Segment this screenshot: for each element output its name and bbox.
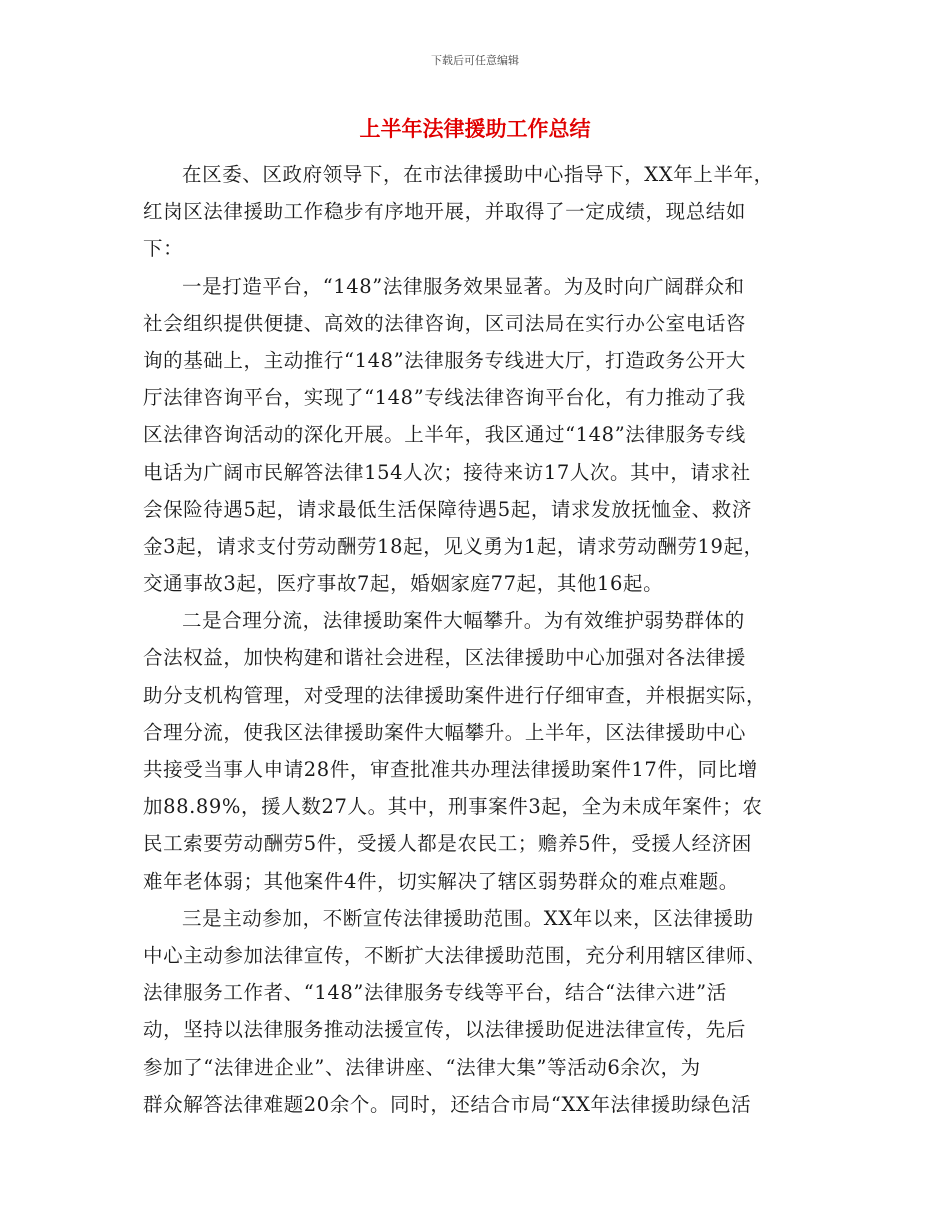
paragraph-4-line-4: 动，坚持以法律服务推动法援宣传，以法律援助促进法律宣传，先后	[143, 1018, 747, 1042]
paragraph-3-line-7: 民工索要劳动酬劳5件，受援人都是农民工；赡养5件，受援人经济困	[143, 832, 752, 856]
paragraph-2-line-5: 区法律咨询活动的深化开展。上半年，我区通过“148”法律服务专线	[143, 423, 746, 447]
paragraph-3-line-4: 合理分流，使我区法律援助案件大幅攀升。上半年，区法律援助中心	[143, 720, 747, 744]
paragraph-2-line-3: 询的基础上，主动推行“148”法律服务专线进大厅，打造政务公开大	[143, 348, 746, 372]
paragraph-4-line-5: 参加了“法律进企业”、法律讲座、“法律大集”等活动6余次，为	[143, 1055, 701, 1079]
page-header: 下载后可任意编辑	[431, 54, 519, 67]
paragraph-4-line-2: 中心主动参加法律宣传，不断扩大法律援助范围，充分利用辖区律师、	[143, 943, 767, 967]
paragraph-3-line-6: 加88.89%，援人数27人。其中，刑事案件3起，全为未成年案件；农	[143, 795, 763, 819]
paragraph-2-line-6: 电话为广阔市民解答法律154人次；接待来访17人次。其中，请求社	[143, 460, 751, 484]
paragraph-4-line-3: 法律服务工作者、“148”法律服务专线等平台，结合“法律六进”活	[143, 981, 727, 1005]
paragraph-2-line-2: 社会组织提供便捷、高效的法律咨询，区司法局在实行办公室电话咨	[143, 311, 747, 335]
paragraph-1-line-3: 下：	[143, 237, 184, 261]
paragraph-2-line-1: 一是打造平台，“148”法律服务效果显著。为及时向广阔群众和	[182, 274, 745, 298]
paragraph-3-line-3: 助分支机构管理，对受理的法律援助案件进行仔细审查，并根据实际，	[143, 683, 767, 707]
paragraph-4-line-1: 三是主动参加，不断宣传法律援助范围。XX年以来，区法律援助	[182, 906, 754, 930]
paragraph-3-line-1: 二是合理分流，法律援助案件大幅攀升。为有效维护弱势群体的	[182, 609, 745, 633]
paragraph-3-line-5: 共接受当事人申请28件，审查批准共办理法律援助案件17件，同比增	[143, 758, 758, 781]
paragraph-2-line-8: 金3起，请求支付劳动酬劳18起，见义勇为1起，请求劳动酬劳19起，	[143, 534, 764, 558]
paragraph-2-line-9: 交通事故3起，医疗事故7起，婚姻家庭77起，其他16起。	[143, 572, 664, 596]
document-title: 上半年法律援助工作总结	[359, 117, 591, 141]
paragraph-3-line-8: 难年老体弱；其他案件4件，切实解决了辖区弱势群众的难点难题。	[143, 869, 739, 893]
paragraph-1-line-2: 红岗区法律援助工作稳步有序地开展，并取得了一定成绩，现总结如	[143, 200, 747, 224]
paragraph-4-line-6: 群众解答法律难题20余个。同时，还结合市局“XX年法律援助绿色活	[143, 1092, 752, 1116]
paragraph-2-line-4: 厅法律咨询平台，实现了“148”专线法律咨询平台化，有力推动了我	[143, 386, 746, 410]
paragraph-1-line-1: 在区委、区政府领导下，在市法律援助中心指导下，XX年上半年，	[182, 163, 774, 186]
paragraph-3-line-2: 合法权益，加快构建和谐社会进程，区法律援助中心加强对各法律援	[143, 646, 747, 670]
paragraph-2-line-7: 会保险待遇5起，请求最低生活保障待遇5起，请求发放抚恤金、救济	[143, 497, 752, 521]
document-body	[143, 156, 815, 1123]
